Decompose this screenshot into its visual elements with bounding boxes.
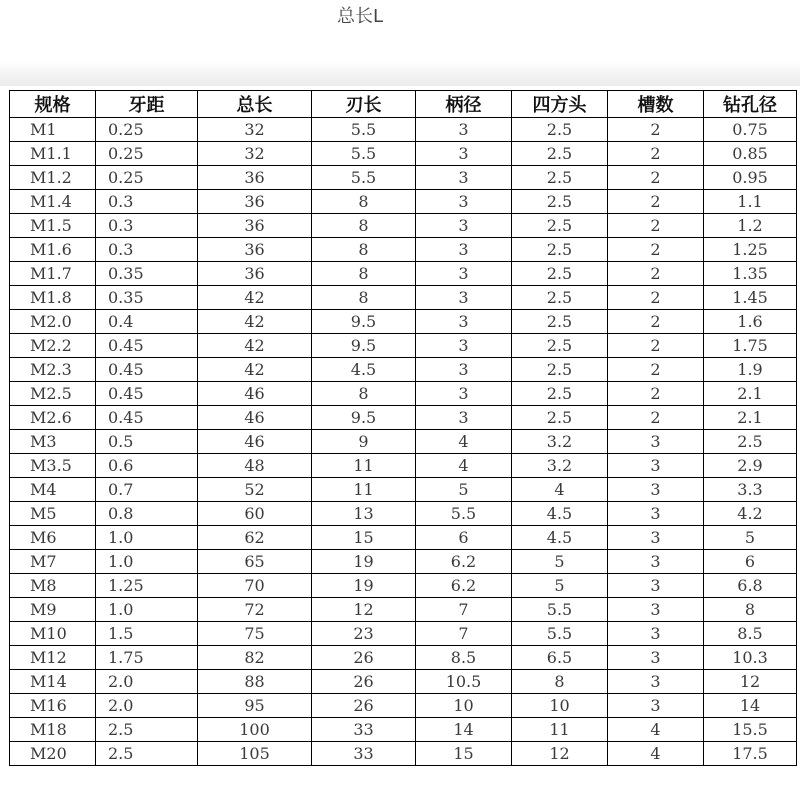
cell-spec: M8 [10,574,96,598]
table-row [10,214,797,238]
cell-square-head: 4.5 [512,526,608,550]
cell-blade-length: 5.5 [312,166,416,190]
cell-shank-diameter: 4 [416,454,512,478]
cell-shank-diameter: 8.5 [416,646,512,670]
cell-shank-diameter: 3 [416,310,512,334]
cell-flutes: 3 [608,502,704,526]
cell-blade-length: 8 [312,238,416,262]
cell-spec: M6 [10,526,96,550]
cell-shank-diameter: 6 [416,526,512,550]
cell-drill-diameter: 2.5 [704,430,797,454]
cell-drill-diameter: 2.1 [704,406,797,430]
cell-blade-length: 9.5 [312,406,416,430]
cell-pitch: 0.35 [96,286,198,310]
cell-pitch: 1.25 [96,574,198,598]
cell-pitch: 1.0 [96,550,198,574]
cell-shank-diameter: 3 [416,406,512,430]
cell-drill-diameter: 1.9 [704,358,797,382]
cell-total-length: 70 [198,574,312,598]
cell-blade-length: 4.5 [312,358,416,382]
header-cell-spec: 规格 [10,91,96,118]
cell-blade-length: 8 [312,382,416,406]
cell-square-head: 2.5 [512,382,608,406]
cell-flutes: 3 [608,526,704,550]
cell-shank-diameter: 3 [416,334,512,358]
cell-square-head: 5.5 [512,622,608,646]
cell-total-length: 72 [198,598,312,622]
cell-drill-diameter: 14 [704,694,797,718]
cell-blade-length: 8 [312,262,416,286]
cell-drill-diameter: 2.1 [704,382,797,406]
cell-spec: M3.5 [10,454,96,478]
cell-total-length: 46 [198,382,312,406]
cell-flutes: 2 [608,310,704,334]
cell-shank-diameter: 10.5 [416,670,512,694]
cell-total-length: 36 [198,190,312,214]
cell-spec: M16 [10,694,96,718]
cell-shank-diameter: 10 [416,694,512,718]
cell-drill-diameter: 1.45 [704,286,797,310]
header-cell-blade-length: 刃长 [312,91,416,118]
table-row [10,622,797,646]
table-row [10,166,797,190]
cell-flutes: 3 [608,598,704,622]
cell-flutes: 3 [608,430,704,454]
cell-blade-length: 33 [312,718,416,742]
table-row [10,526,797,550]
cell-spec: M5 [10,502,96,526]
cell-shank-diameter: 3 [416,118,512,142]
cell-pitch: 1.0 [96,598,198,622]
cell-shank-diameter: 3 [416,286,512,310]
cell-blade-length: 9.5 [312,334,416,358]
table-row [10,742,797,766]
cell-square-head: 2.5 [512,142,608,166]
cell-total-length: 36 [198,262,312,286]
cell-square-head: 2.5 [512,310,608,334]
cell-total-length: 36 [198,214,312,238]
cell-shank-diameter: 3 [416,358,512,382]
header-cell-square-head: 四方头 [512,91,608,118]
cell-square-head: 2.5 [512,286,608,310]
cell-total-length: 62 [198,526,312,550]
cell-shank-diameter: 6.2 [416,550,512,574]
cell-pitch: 0.8 [96,502,198,526]
cell-total-length: 46 [198,406,312,430]
cell-spec: M1.4 [10,190,96,214]
cell-spec: M2.6 [10,406,96,430]
cell-pitch: 0.3 [96,238,198,262]
table-row [10,286,797,310]
cell-flutes: 2 [608,214,704,238]
table-row [10,358,797,382]
cell-flutes: 2 [608,238,704,262]
cell-flutes: 3 [608,550,704,574]
cell-shank-diameter: 5.5 [416,502,512,526]
table-row [10,598,797,622]
cell-square-head: 2.5 [512,118,608,142]
cell-spec: M1 [10,118,96,142]
cell-total-length: 48 [198,454,312,478]
cell-flutes: 4 [608,718,704,742]
table-row [10,502,797,526]
table-row [10,406,797,430]
cell-spec: M12 [10,646,96,670]
cell-drill-diameter: 6.8 [704,574,797,598]
cell-shank-diameter: 3 [416,262,512,286]
cell-blade-length: 33 [312,742,416,766]
cell-square-head: 5.5 [512,598,608,622]
cell-blade-length: 26 [312,694,416,718]
cell-spec: M1.6 [10,238,96,262]
table-row [10,694,797,718]
cell-spec: M1.8 [10,286,96,310]
cell-blade-length: 13 [312,502,416,526]
cell-drill-diameter: 1.1 [704,190,797,214]
cell-pitch: 0.4 [96,310,198,334]
cell-pitch: 1.0 [96,526,198,550]
cell-blade-length: 8 [312,286,416,310]
cell-drill-diameter: 5 [704,526,797,550]
cell-spec: M9 [10,598,96,622]
table-row [10,190,797,214]
cell-flutes: 2 [608,190,704,214]
cell-square-head: 5 [512,550,608,574]
header-cell-total-length: 总长 [198,91,312,118]
cell-spec: M14 [10,670,96,694]
table-row [10,334,797,358]
cell-flutes: 2 [608,286,704,310]
cell-flutes: 3 [608,622,704,646]
header-cell-pitch: 牙距 [96,91,198,118]
cell-pitch: 0.45 [96,382,198,406]
cell-drill-diameter: 8.5 [704,622,797,646]
cell-flutes: 2 [608,262,704,286]
cell-drill-diameter: 1.75 [704,334,797,358]
cell-spec: M1.1 [10,142,96,166]
cell-total-length: 52 [198,478,312,502]
table-row [10,310,797,334]
cell-total-length: 60 [198,502,312,526]
cell-blade-length: 26 [312,646,416,670]
table-row [10,454,797,478]
cell-shank-diameter: 3 [416,238,512,262]
table-body [10,118,797,766]
cell-pitch: 0.45 [96,406,198,430]
cell-spec: M2.2 [10,334,96,358]
cell-blade-length: 5.5 [312,118,416,142]
cell-blade-length: 26 [312,670,416,694]
cell-drill-diameter: 17.5 [704,742,797,766]
cell-blade-length: 19 [312,574,416,598]
cell-shank-diameter: 7 [416,622,512,646]
cell-blade-length: 9 [312,430,416,454]
table-row [10,430,797,454]
table-row [10,142,797,166]
cell-pitch: 2.5 [96,718,198,742]
cell-flutes: 2 [608,406,704,430]
cell-total-length: 36 [198,166,312,190]
cell-square-head: 4.5 [512,502,608,526]
cell-drill-diameter: 2.9 [704,454,797,478]
cell-flutes: 3 [608,574,704,598]
cell-blade-length: 5.5 [312,142,416,166]
cell-pitch: 1.75 [96,646,198,670]
cell-blade-length: 8 [312,214,416,238]
cell-spec: M7 [10,550,96,574]
cell-total-length: 46 [198,430,312,454]
header-cell-drill-diameter: 钻孔径 [704,91,797,118]
cell-shank-diameter: 14 [416,718,512,742]
cell-square-head: 10 [512,694,608,718]
cell-shank-diameter: 7 [416,598,512,622]
cell-flutes: 3 [608,670,704,694]
table-row [10,718,797,742]
cell-total-length: 36 [198,238,312,262]
cell-pitch: 2.0 [96,694,198,718]
table-row [10,574,797,598]
cell-blade-length: 12 [312,598,416,622]
cell-drill-diameter: 6 [704,550,797,574]
cell-pitch: 0.45 [96,334,198,358]
cell-blade-length: 11 [312,478,416,502]
header-shadow-band [0,62,800,86]
cell-blade-length: 11 [312,454,416,478]
cell-drill-diameter: 12 [704,670,797,694]
cell-drill-diameter: 15.5 [704,718,797,742]
cell-pitch: 0.35 [96,262,198,286]
cell-spec: M10 [10,622,96,646]
cell-shank-diameter: 3 [416,382,512,406]
cell-flutes: 3 [608,478,704,502]
cell-drill-diameter: 1.2 [704,214,797,238]
cell-flutes: 2 [608,358,704,382]
cell-flutes: 3 [608,454,704,478]
table-row [10,382,797,406]
cell-drill-diameter: 3.3 [704,478,797,502]
cell-pitch: 0.25 [96,166,198,190]
cell-square-head: 6.5 [512,646,608,670]
cell-drill-diameter: 1.6 [704,310,797,334]
cell-pitch: 1.5 [96,622,198,646]
header-cell-flutes: 槽数 [608,91,704,118]
cell-total-length: 32 [198,142,312,166]
cell-drill-diameter: 10.3 [704,646,797,670]
cell-pitch: 0.5 [96,430,198,454]
cell-total-length: 42 [198,286,312,310]
header-cell-shank-diameter: 柄径 [416,91,512,118]
cell-drill-diameter: 0.75 [704,118,797,142]
cell-pitch: 2.0 [96,670,198,694]
cell-flutes: 2 [608,142,704,166]
cell-pitch: 0.7 [96,478,198,502]
table-row [10,478,797,502]
cell-square-head: 2.5 [512,238,608,262]
cell-drill-diameter: 8 [704,598,797,622]
cell-pitch: 0.3 [96,190,198,214]
cell-square-head: 2.5 [512,358,608,382]
table-row [10,646,797,670]
cell-spec: M1.7 [10,262,96,286]
cell-spec: M1.5 [10,214,96,238]
table-row [10,118,797,142]
cell-square-head: 12 [512,742,608,766]
cell-square-head: 2.5 [512,166,608,190]
cell-square-head: 5 [512,574,608,598]
cell-blade-length: 23 [312,622,416,646]
cell-square-head: 2.5 [512,190,608,214]
cell-spec: M1.2 [10,166,96,190]
cell-total-length: 100 [198,718,312,742]
cell-spec: M18 [10,718,96,742]
cell-shank-diameter: 15 [416,742,512,766]
cell-flutes: 3 [608,694,704,718]
cell-square-head: 11 [512,718,608,742]
cell-shank-diameter: 4 [416,430,512,454]
cell-total-length: 32 [198,118,312,142]
cell-square-head: 4 [512,478,608,502]
cell-blade-length: 9.5 [312,310,416,334]
cell-pitch: 0.25 [96,142,198,166]
cell-square-head: 2.5 [512,262,608,286]
cell-shank-diameter: 3 [416,142,512,166]
cell-total-length: 82 [198,646,312,670]
cell-total-length: 42 [198,358,312,382]
table-row [10,670,797,694]
table-row [10,238,797,262]
cell-total-length: 65 [198,550,312,574]
cell-square-head: 2.5 [512,406,608,430]
cell-square-head: 8 [512,670,608,694]
cell-flutes: 2 [608,334,704,358]
cell-flutes: 2 [608,382,704,406]
cell-drill-diameter: 4.2 [704,502,797,526]
cell-pitch: 0.45 [96,358,198,382]
cell-blade-length: 15 [312,526,416,550]
cell-square-head: 2.5 [512,214,608,238]
cell-flutes: 2 [608,166,704,190]
cell-shank-diameter: 3 [416,166,512,190]
cell-blade-length: 8 [312,190,416,214]
cell-square-head: 3.2 [512,454,608,478]
cell-pitch: 0.25 [96,118,198,142]
table-header-row [10,91,797,118]
spec-table [9,90,797,766]
cell-spec: M4 [10,478,96,502]
cell-shank-diameter: 6.2 [416,574,512,598]
cell-square-head: 3.2 [512,430,608,454]
cell-flutes: 2 [608,118,704,142]
cell-total-length: 42 [198,310,312,334]
cell-total-length: 88 [198,670,312,694]
cell-pitch: 0.6 [96,454,198,478]
cell-total-length: 105 [198,742,312,766]
cell-shank-diameter: 3 [416,214,512,238]
cell-shank-diameter: 5 [416,478,512,502]
cell-spec: M20 [10,742,96,766]
cell-blade-length: 19 [312,550,416,574]
cell-total-length: 42 [198,334,312,358]
cell-square-head: 2.5 [512,334,608,358]
cell-total-length: 75 [198,622,312,646]
cell-flutes: 3 [608,646,704,670]
cell-total-length: 95 [198,694,312,718]
cell-drill-diameter: 0.85 [704,142,797,166]
cell-drill-diameter: 1.35 [704,262,797,286]
cell-spec: M2.3 [10,358,96,382]
cell-drill-diameter: 0.95 [704,166,797,190]
cell-flutes: 4 [608,742,704,766]
cell-pitch: 0.3 [96,214,198,238]
cell-spec: M2.0 [10,310,96,334]
table-row [10,262,797,286]
cell-pitch: 2.5 [96,742,198,766]
table-row [10,550,797,574]
cell-spec: M3 [10,430,96,454]
page-title: 总长L [336,6,384,27]
cell-shank-diameter: 3 [416,190,512,214]
cell-spec: M2.5 [10,382,96,406]
cell-drill-diameter: 1.25 [704,238,797,262]
